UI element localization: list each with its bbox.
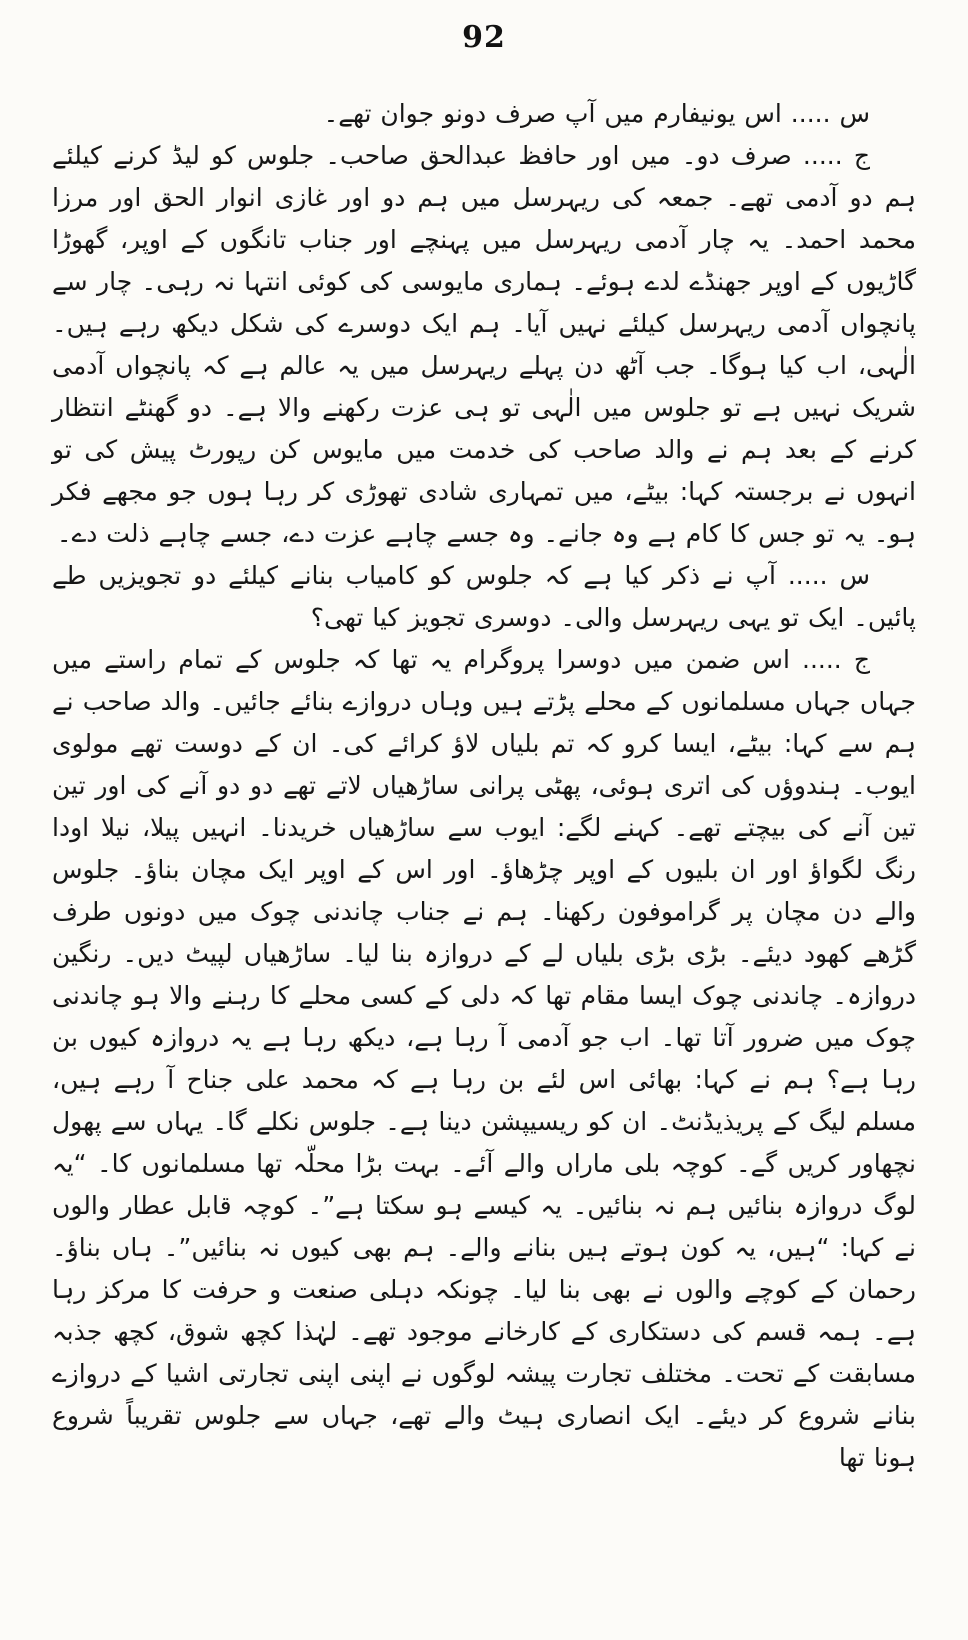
paragraph-answer-2: ج ..... اس ضمن میں دوسرا پروگرام یہ تھا کہ جلوس کے تمام راستے میں جہاں جہاں مسلمانوں کے محلے پڑتے ہیں وہاں دروازے بنائے جائیں۔ والد صاحب نے ہم سے کہا: بیٹے، ایسا کرو کہ تم بلیاں لاؤ کرائے کی۔ ان کے دوست تھے مولوی ایوب۔ ہندوؤں کی اتری ہوئی، پھٹی پرانی ساڑھیاں لاتے تھے دو دو آنے کی اور تین تین آنے کی بیچتے تھے۔ کہنے لگے: ایوب سے ساڑھیاں خریدنا۔ انہیں پیلا، نیلا اودا رنگ لگواؤ اور ان بلیوں کے اوپر چڑھاؤ۔ اور اس کے اوپر ایک مچان بناؤ۔ جلوس والے دن مچان پر گراموفون رکھنا۔ ہم نے جناب چاندنی چوک میں دونوں طرف گڑھے کھود دیئے۔ بڑی بڑی بلیاں لے کے دروازہ بنا لیا۔ ساڑھیاں لپیٹ دیں۔ رنگین دروازہ۔ چاندنی چوک ایسا مقام تھا کہ دلی کے کسی محلے کا رہنے والا ہو چاندنی چوک میں ضرور آتا تھا۔ اب جو آدمی آ رہا ہے، دیکھ رہا ہے یہ دروازہ کیوں بن رہا ہے؟ ہم نے کہا: بھائی اس لئے بن رہا ہے کہ محمد علی جناح آ رہے ہیں، مسلم لیگ کے پریذیڈنٹ۔ ان کو ریسیپشن دینا ہے۔ جلوس نکلے گا۔ یہاں سے پھول نچھاور کریں گے۔ کوچہ بلی ماراں والے آئے۔ بہت بڑا محلّہ تھا مسلمانوں کا۔ “یہ لوگ دروازہ بنائیں ہم نہ بنائیں۔ یہ کیسے ہو سکتا ہے”۔ کوچہ قابل عطار والوں نے کہا: “ہیں، یہ کون ہوتے ہیں بنانے والے۔ ہم بھی کیوں نہ بنائیں”۔ ہاں بناؤ۔ رحمان کے کوچے والوں نے بھی بنا لیا۔ چونکہ دہلی صنعت و حرفت کا مرکز رہا ہے۔ ہمہ قسم کی دستکاری کے کارخانے موجود تھے۔ لہٰذا کچھ شوق، کچھ جذبہ مسابقت کے تحت۔ مختلف تجارت پیشہ لوگوں نے اپنی اپنی تجارتی اشیا کے دروازے بنانے شروع کر دیئے۔ ایک انصاری ہیٹ والے تھے، جہاں سے جلوس تقریباً شروع ہونا تھا xyxy=(52,645,916,1472)
paragraph-answer-1: ج ..... صرف دو۔ میں اور حافظ عبدالحق صاحب۔ جلوس کو لیڈ کرنے کیلئے ہم دو آدمی تھے۔ جمعہ کی ریہرسل میں ہم دو اور غازی انوار الحق اور مرزا محمد احمد۔ یہ چار آدمی ریہرسل میں پہنچے اور جناب تانگوں کے اوپر، گھوڑا گاڑیوں کے اوپر جھنڈے لدے ہوئے۔ ہماری مایوسی کی کوئی انتہا نہ رہی۔ چار سے پانچواں آدمی ریہرسل کیلئے نہیں آیا۔ ہم ایک دوسرے کی شکل دیکھ رہے ہیں۔ الٰہی، اب کیا ہوگا۔ جب آٹھ دن پہلے ریہرسل میں یہ عالم ہے کہ پانچواں آدمی شریک نہیں ہے تو جلوس میں الٰہی تو ہی عزت رکھنے والا ہے۔ دو گھنٹے انتظار کرنے کے بعد ہم نے والد صاحب کی خدمت میں مایوس کن رپورٹ پیش کی تو انہوں نے برجستہ کہا: بیٹے، میں تمہاری شادی تھوڑی کر رہا ہوں جو مجھے فکر ہو۔ یہ تو جس کا کام ہے وہ جانے۔ وہ جسے چاہے عزت دے، جسے چاہے ذلت دے۔ xyxy=(52,141,916,548)
page-number: 92 xyxy=(462,20,506,55)
paragraph-question-1: س ..... اس یونیفارم میں آپ صرف دونو جوان تھے۔ xyxy=(323,99,870,128)
text-body xyxy=(52,93,916,1479)
paragraph-question-2: س ..... آپ نے ذکر کیا ہے کہ جلوس کو کامیاب بنانے کیلئے دو تجویزیں طے پائیں۔ ایک تو یہی ریہرسل والی۔ دوسری تجویز کیا تھی؟ xyxy=(52,561,916,632)
